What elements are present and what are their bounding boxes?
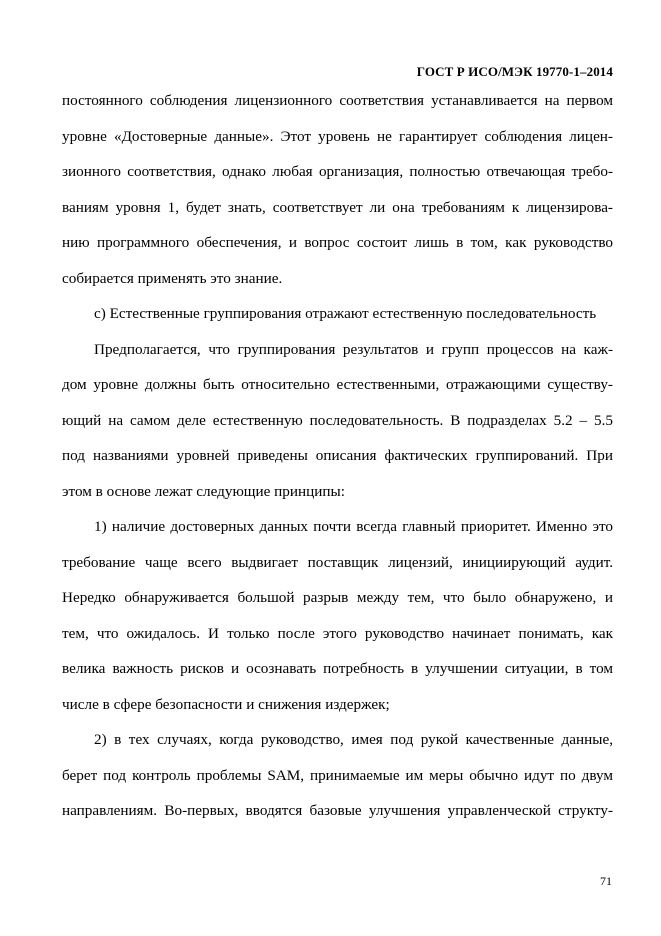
text-line: под названиями уровней приведены описания фактических группирований. При [62,447,613,464]
text-line: Нередко обнаруживается большой разрыв между тем, что было обнаружено, и [62,589,613,606]
text-line: этом в основе лежат следующие принципы: [62,482,345,500]
text-line: c) Естественные группирования отражают естественную последовательность [94,305,597,322]
text-line: дом уровне должны быть относительно естественными, отражающими существу- [62,376,613,393]
page-number: 71 [600,874,612,888]
text-line: берет под контроль проблемы SAM, принимаемые им меры обычно идут по двум [62,766,613,784]
text-line: тем, что ожидалось. И только после этого руководство начинает понимать, как [62,624,613,642]
text-line: уровне «Достоверные данные». Этот уровень не гарантирует соблюдения лицен- [62,127,613,145]
text-line: зионного соответствия, однако любая организация, полностью отвечающая требо- [62,163,613,180]
text-line: велика важность рисков и осознавать потребность в улучшении ситуации, в том [62,660,613,677]
text-line: 2) в тех случаях, когда руководство, имея под рукой качественные данные, [94,731,613,748]
text-line: числе в сфере безопасности и снижения издержек; [62,695,390,713]
text-line: требование чаще всего выдвигает поставщик лицензий, инициирующий аудит. [62,553,613,571]
text-line: ваниям уровня 1, будет знать, соответствует ли она требованиям к лицензирова- [62,198,613,216]
body-text [62,83,613,829]
text-line: ющий на самом деле естественную последовательность. В подразделах 5.2 – 5.5 [62,411,613,429]
document-header: ГОСТ Р ИСО/МЭК 19770-1–2014 [416,64,613,79]
text-line: собирается применять это знание. [62,269,283,287]
text-line: нию программного обеспечения, и вопрос состоит лишь в том, как руководство [62,234,613,251]
paragraph-item-2 [62,722,613,829]
paragraph-item-c [62,296,613,332]
text-line: постоянного соблюдения лицензионного соответствия устанавливается на первом [62,92,613,109]
paragraph-groupings [62,332,613,510]
paragraph-continuation [62,83,613,296]
paragraph-item-1 [62,509,613,722]
text-line: 1) наличие достоверных данных почти всегда главный приоритет. Именно это [94,518,613,535]
text-line: Предполагается, что группирования результатов и групп процессов на каж- [94,340,613,358]
text-line: направлениям. Во-первых, вводятся базовые улучшения управленческой структу- [62,802,613,819]
